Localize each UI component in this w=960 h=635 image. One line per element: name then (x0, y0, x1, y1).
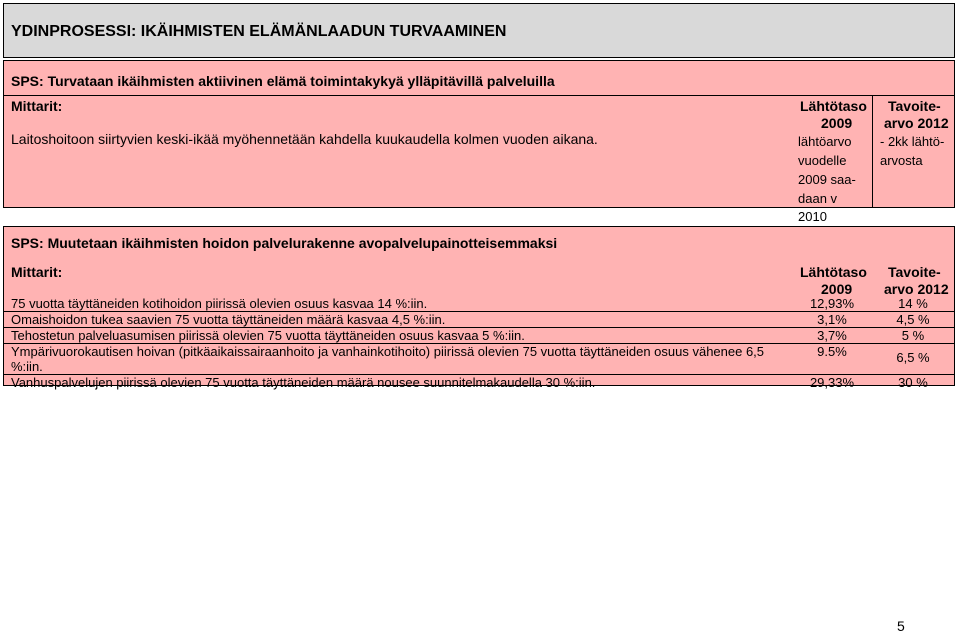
target-value: 4,5 % (896, 312, 930, 327)
measure-text: Ympärivuorokautisen hoivan (pitkäaikaissairaanhoito ja vanhainkotihoito) piirissä olevien 75 vuotta täyttäneiden osuus vähenee 6,5 (11, 344, 765, 359)
tavoite-year: arvo 2012 (884, 115, 949, 131)
mittarit-label: Mittarit: (11, 98, 63, 114)
mittarit-label: Mittarit: (11, 264, 63, 280)
base-value-line: 2009 saa- (798, 172, 856, 187)
tavoite-header: Tavoite- (888, 98, 941, 114)
divider (872, 95, 873, 207)
lahtotaso-header: Lähtötaso (800, 98, 867, 114)
target-value-line: arvosta (880, 153, 923, 168)
lahtotaso-year: 2009 (821, 281, 853, 297)
base-value: 3,7% (817, 328, 847, 343)
page-number: 5 (897, 618, 905, 634)
target-value: 14 % (898, 296, 928, 311)
base-value-line: vuodelle (798, 153, 847, 168)
lahtotaso-header: Lähtötaso (800, 264, 867, 280)
target-value-line: - 2kk lähtö- (880, 134, 945, 149)
measure-text: Tehostetun palveluasumisen piirissä olevien 75 vuotta täyttäneiden osuus kasvaa 5 %:iin. (11, 328, 525, 343)
target-value: 6,5 % (896, 350, 930, 365)
section-1-heading: SPS: Turvataan ikäihmisten aktiivinen elämä toimintakykyä ylläpitävillä palveluilla (11, 73, 555, 89)
base-value-line: daan v (798, 191, 838, 206)
base-value: 12,93% (809, 296, 855, 311)
target-value: 30 % (898, 375, 928, 390)
base-value: 9.5% (817, 344, 847, 359)
base-value: 29,33% (809, 375, 855, 390)
base-value-line: 2010 (798, 209, 827, 224)
measure-text: 75 vuotta täyttäneiden kotihoidon piirissä olevien osuus kasvaa 14 %:iin. (11, 296, 428, 311)
base-value-line: lähtöarvo (798, 134, 852, 149)
section-1 (3, 60, 955, 224)
section-2 (3, 226, 955, 390)
tavoite-year: arvo 2012 (884, 281, 949, 297)
measure-text-continued: %:iin. (11, 359, 43, 374)
target-value: 5 % (901, 328, 925, 343)
tavoite-header: Tavoite- (888, 264, 941, 280)
measure-text: Laitoshoitoon siirtyvien keski-ikää myöhennetään kahdella kuukaudella kolmen vuoden aikana. (11, 131, 598, 147)
section-2-heading: SPS: Muutetaan ikäihmisten hoidon palvelurakenne avopalvelupainotteisemmaksi (11, 235, 558, 251)
title-banner (3, 3, 955, 58)
lahtotaso-year: 2009 (821, 115, 853, 131)
divider (4, 95, 954, 96)
page-title: YDINPROSESSI: IKÄIHMISTEN ELÄMÄNLAADUN TURVAAMINEN (11, 23, 507, 40)
measure-text: Vanhuspalvelujen piirissä olevien 75 vuotta täyttäneiden määrä nousee suunnitelmakaudella 30 %:iin. (11, 375, 596, 390)
measure-text: Omaishoidon tukea saavien 75 vuotta täyttäneiden määrä kasvaa 4,5 %:iin. (11, 312, 446, 327)
base-value: 3,1% (817, 312, 847, 327)
